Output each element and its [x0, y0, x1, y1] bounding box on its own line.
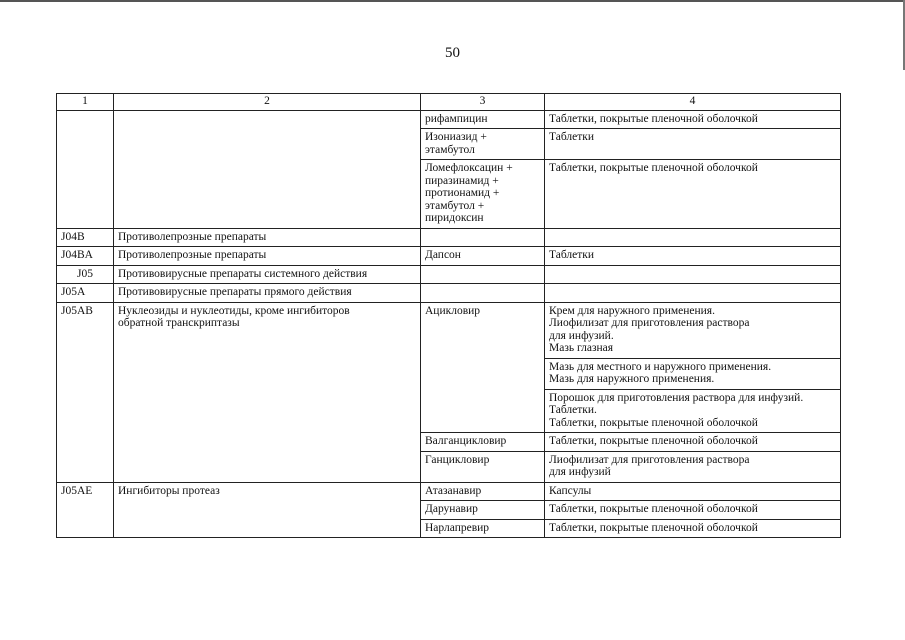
- text-line: Лиофилизат для приготовления раствора: [549, 453, 750, 466]
- table-row: [57, 265, 841, 284]
- text-line: Крем для наружного применения.: [549, 304, 715, 317]
- text-line: этамбутол: [425, 143, 475, 156]
- group-cell: Противолепрозные препараты: [114, 247, 421, 266]
- text-line: Изониазид +: [425, 131, 487, 143]
- form-cell: Таблетки, покрытые пленочной оболочкой: [545, 110, 841, 129]
- text-line: Мазь глазная: [549, 342, 614, 354]
- text-line: обратной транскриптазы: [118, 317, 240, 329]
- substance-cell: [421, 265, 545, 284]
- form-cell: [545, 451, 841, 482]
- group-cell: [114, 110, 421, 228]
- substance-cell: Ганцикловир: [421, 451, 545, 482]
- group-cell: Противолепрозные препараты: [114, 228, 421, 247]
- substance-cell: рифампицин: [421, 110, 545, 129]
- form-cell: Таблетки, покрытые пленочной оболочкой: [545, 519, 841, 538]
- form-cell: [545, 302, 841, 358]
- table-row: [57, 110, 841, 129]
- text-line: Лиофилизат для приготовления раствора: [549, 317, 750, 329]
- scan-edge-top: [0, 0, 905, 2]
- substance-cell: [421, 284, 545, 303]
- form-cell: [545, 265, 841, 284]
- form-cell: [545, 389, 841, 433]
- form-cell: [545, 284, 841, 303]
- group-cell: Противовирусные препараты системного действия: [114, 265, 421, 284]
- text-line: этамбутол +: [425, 199, 485, 212]
- form-cell: [545, 358, 841, 389]
- form-cell: Таблетки, покрытые пленочной оболочкой: [545, 160, 841, 229]
- text-line: Мазь для наружного применения.: [549, 373, 715, 385]
- text-line: пиразинамид +: [425, 174, 499, 187]
- substance-cell: Дарунавир: [421, 501, 545, 520]
- form-cell: Таблетки: [545, 247, 841, 266]
- text-line: для инфузий.: [549, 329, 614, 342]
- substance-cell: Ацикловир: [421, 302, 545, 433]
- form-cell: Капсулы: [545, 482, 841, 501]
- column-header-4: 4: [545, 94, 841, 111]
- substance-cell: [421, 228, 545, 247]
- code-cell: J05AB: [57, 302, 114, 482]
- substance-cell: [421, 160, 545, 229]
- column-header-3: 3: [421, 94, 545, 111]
- drug-table: [56, 93, 841, 538]
- table-row: [57, 228, 841, 247]
- column-header-1: 1: [57, 94, 114, 111]
- code-cell: J04BA: [57, 247, 114, 266]
- substance-cell: [421, 129, 545, 160]
- page-number: 50: [445, 45, 460, 61]
- group-cell: Противовирусные препараты прямого действия: [114, 284, 421, 303]
- text-line: для инфузий: [549, 466, 611, 478]
- code-cell: [57, 110, 114, 228]
- substance-cell: Валганцикловир: [421, 433, 545, 452]
- code-cell: J05AE: [57, 482, 114, 538]
- table-row: [57, 284, 841, 303]
- code-cell: J05A: [57, 284, 114, 303]
- code-cell: J04B: [57, 228, 114, 247]
- text-line: Мазь для местного и наружного применения.: [549, 360, 772, 373]
- text-line: Ломефлоксацин +: [425, 162, 513, 174]
- text-line: пиридоксин: [425, 212, 484, 224]
- text-line: Таблетки.: [549, 404, 597, 416]
- text-line: протионамид +: [425, 187, 500, 199]
- table-header-row: [57, 94, 841, 111]
- code-cell: J05: [57, 265, 114, 284]
- form-cell: [545, 228, 841, 247]
- form-cell: Таблетки, покрытые пленочной оболочкой: [545, 501, 841, 520]
- substance-cell: Атазанавир: [421, 482, 545, 501]
- table-row: [57, 302, 841, 358]
- text-line: Таблетки, покрытые пленочной оболочкой: [549, 416, 758, 429]
- form-cell: Таблетки: [545, 129, 841, 160]
- substance-cell: Дапсон: [421, 247, 545, 266]
- group-cell: [114, 302, 421, 482]
- group-cell: Ингибиторы протеаз: [114, 482, 421, 538]
- form-cell: Таблетки, покрытые пленочной оболочкой: [545, 433, 841, 452]
- substance-cell: Нарлапревир: [421, 519, 545, 538]
- text-line: Нуклеозиды и нуклеотиды, кроме ингибиторов: [118, 304, 350, 317]
- text-line: Порошок для приготовления раствора для инфузий.: [549, 391, 804, 404]
- table-row: [57, 482, 841, 501]
- table-row: [57, 247, 841, 266]
- column-header-2: 2: [114, 94, 421, 111]
